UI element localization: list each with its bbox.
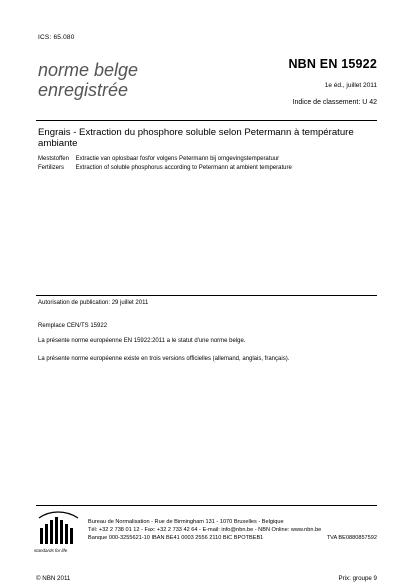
price-group: Prix: groupe 9 [338, 575, 377, 582]
publication-authorization: Autorisation de publication: 29 juillet 2011 [38, 300, 149, 306]
edition-date: 1e éd., juillet 2011 [324, 82, 377, 89]
classification-index: Indice de classement: U 42 [292, 99, 377, 106]
french-title: Engrais - Extraction du phosphore soluble selon Petermann à température ambiante [38, 127, 354, 149]
copyright: © NBN 2011 [36, 575, 71, 582]
divider-middle [36, 295, 377, 296]
footer-address: Bureau de Normalisation - Rue de Birmingham 131 - 1070 Bruxelles - Belgique [88, 519, 284, 525]
nbn-logo-icon [38, 508, 80, 552]
footer-contact: Tél: +32 2 738 01 12 - Fax: +32 2 733 42 64 - E-mail: info@nbn.be - NBN Online: www.nbn.be [88, 527, 322, 533]
dutch-lang-label: Meststoffen [38, 156, 69, 162]
english-lang-label: Fertilizers [38, 165, 65, 171]
footer-bank: Banque 000-3255621-10 IBAN BE41 0003 2556 2110 BIC BPOTBEB1 [88, 535, 264, 541]
dutch-title-row [38, 156, 279, 163]
standard-number: NBN EN 15922 [288, 57, 377, 71]
replaces-note: Remplace CEN/TS 15922 [38, 323, 108, 329]
status-note: La présente norme européenne EN 15922:2011 a le statut d'une norme belge. [38, 338, 246, 344]
brand-title [38, 60, 138, 100]
divider-top [36, 120, 377, 121]
ics-code: ICS: 65.080 [38, 34, 75, 41]
versions-note: La présente norme européenne existe en trois versions officielles (allemand, anglais, français). [38, 356, 290, 362]
brand-line-1: norme belge [38, 60, 139, 80]
brand-line-2: enregistrée [38, 80, 129, 100]
logo-caption: standards for life [34, 548, 68, 553]
dutch-title: Extractie van oplosbaar fosfor volgens Petermann bij omgevingstemperatuur [75, 156, 280, 162]
footer-vat: TVA BE0880857592 [326, 535, 377, 541]
divider-footer [36, 505, 377, 506]
english-title: Extraction of soluble phosphorus according to Petermann at ambient temperature [75, 165, 292, 171]
english-title-row [38, 165, 292, 172]
